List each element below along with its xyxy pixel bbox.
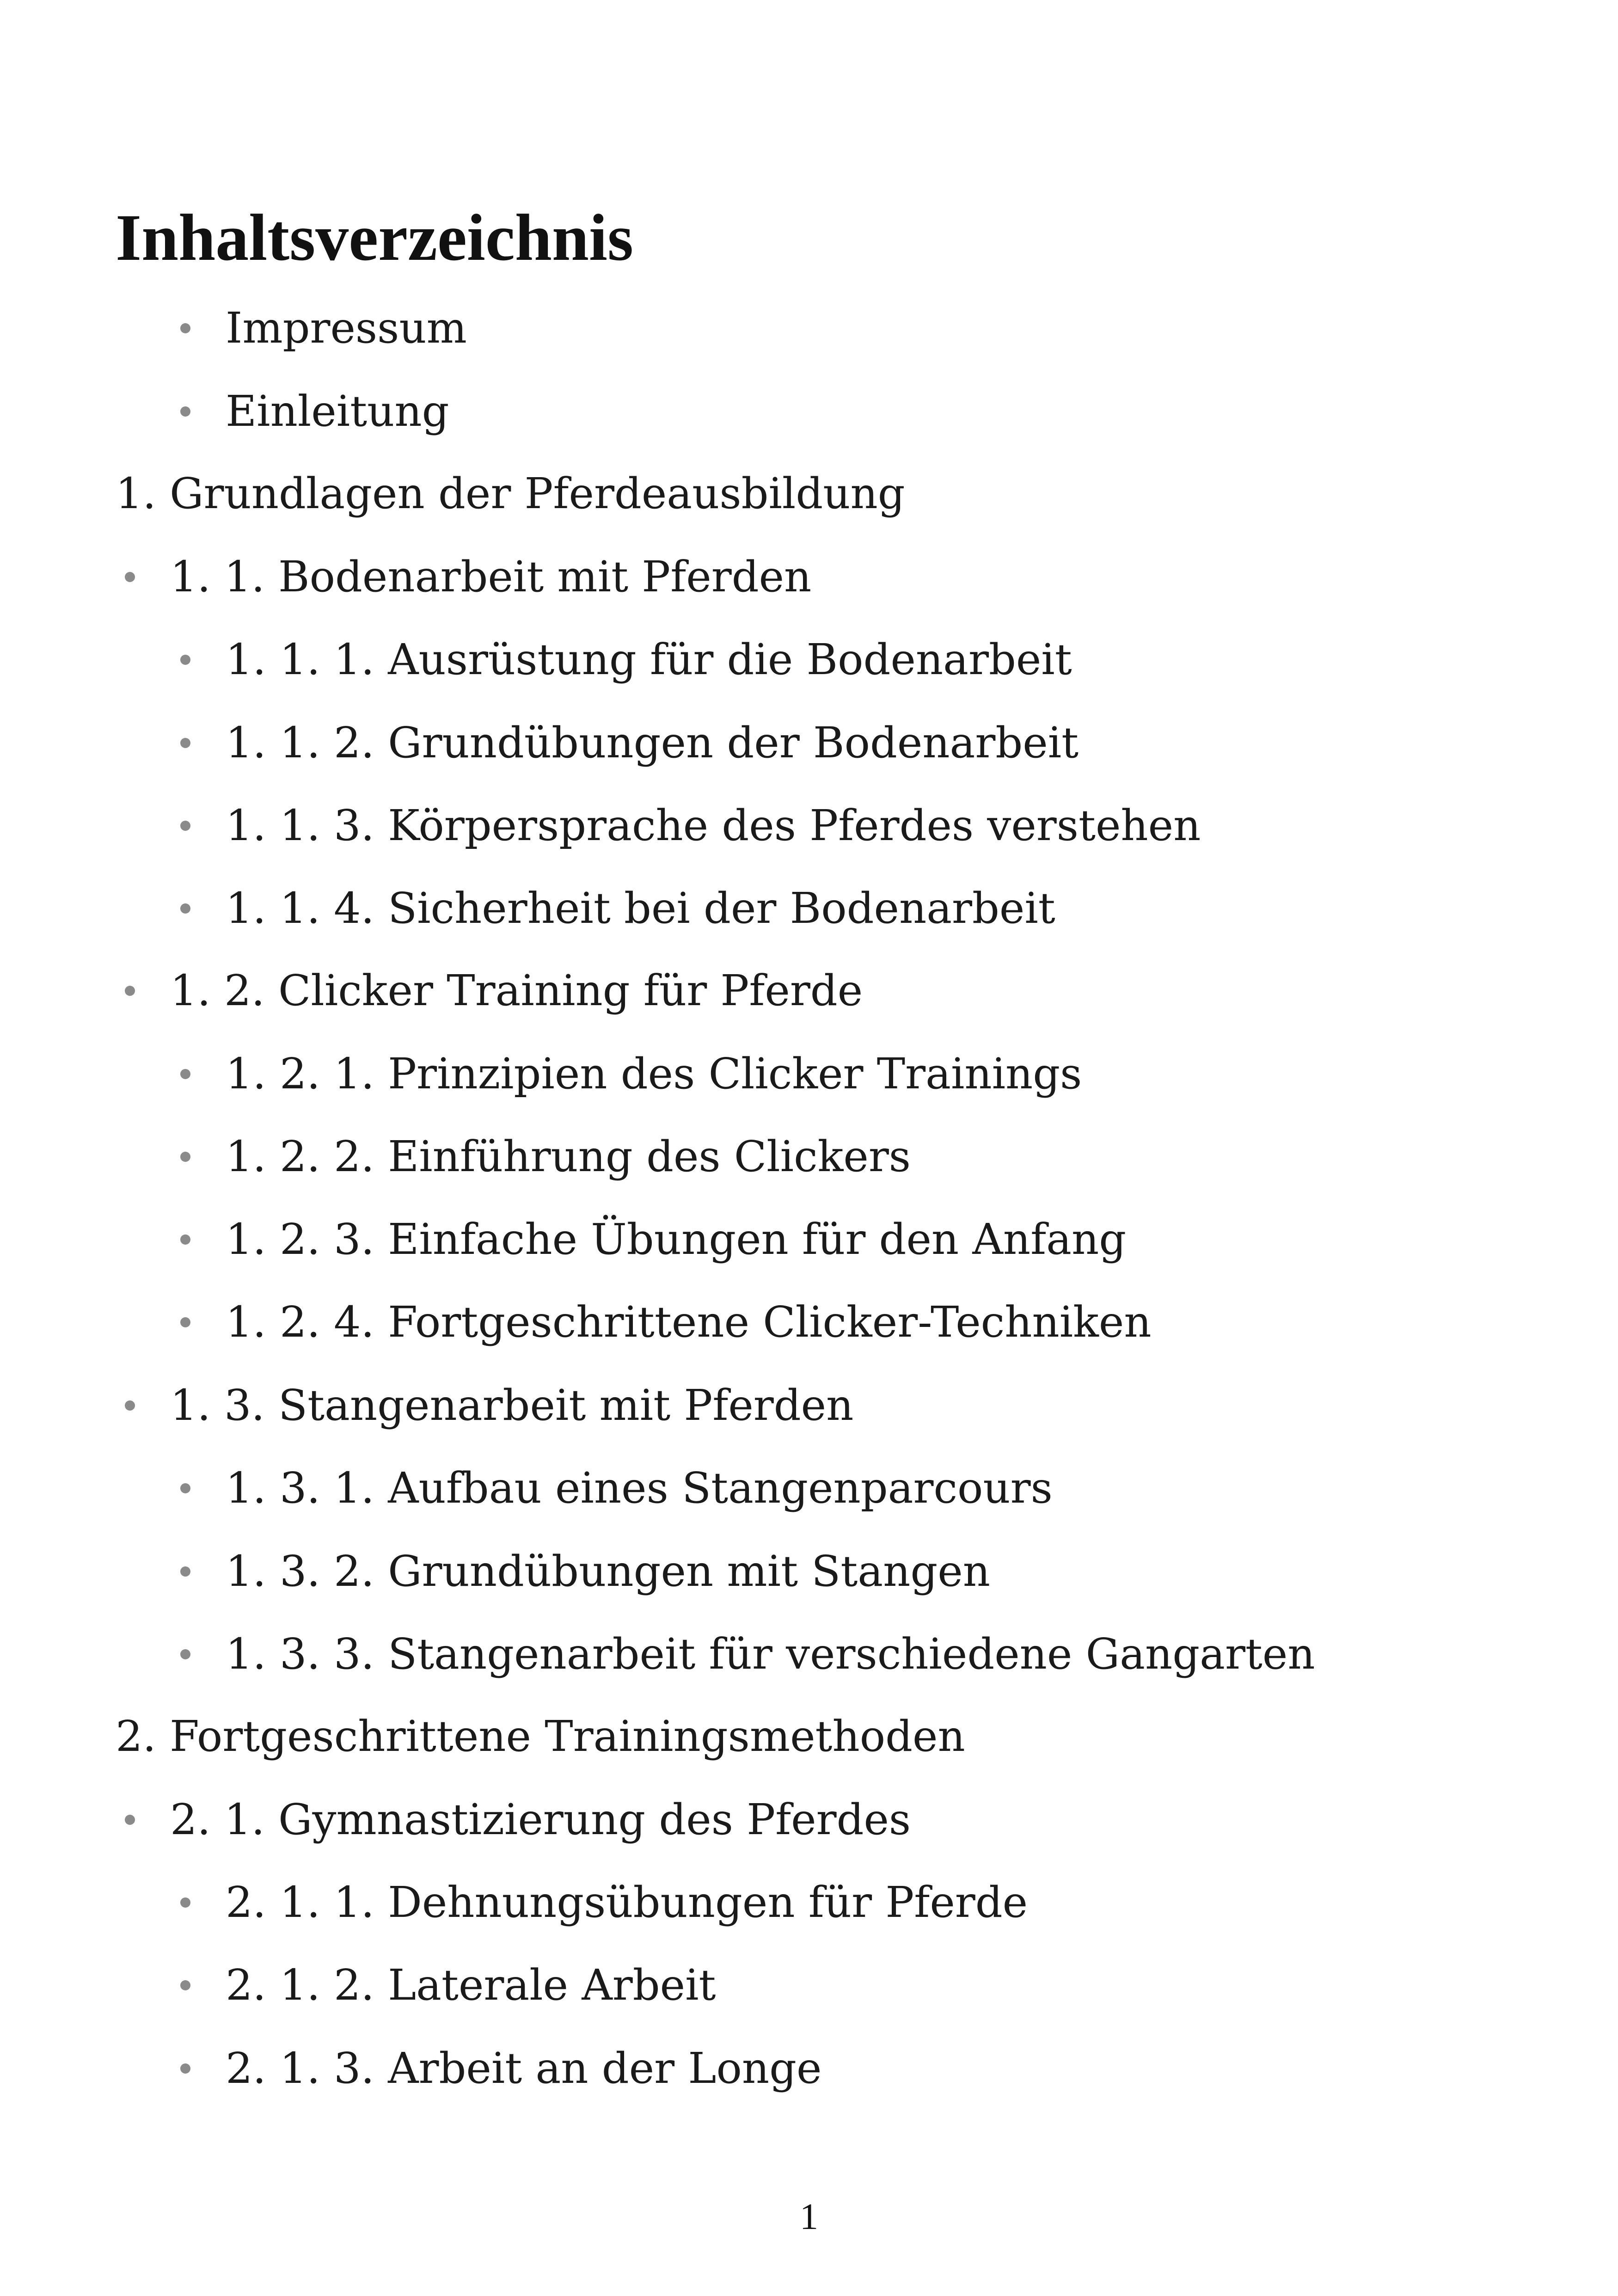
toc-entry-label: 1. 2. Clicker Training für Pferde [170, 966, 863, 1015]
toc-heading: Inhaltsverzeichnis [116, 201, 634, 275]
bullet-icon [180, 1980, 190, 1990]
toc-entry-label: 1. 3. 2. Grundübungen mit Stangen [226, 1547, 990, 1596]
toc-entry-label: 2. 1. 3. Arbeit an der Longe [226, 2044, 822, 2093]
bullet-icon [125, 572, 135, 582]
toc-entry-label: 1. 3. Stangenarbeit mit Pferden [170, 1381, 854, 1430]
toc-entry-label: 2. 1. 1. Dehnungsübungen für Pferde [226, 1878, 1028, 1927]
toc-entry-label: 1. 1. 2. Grundübungen der Bodenarbeit [226, 718, 1079, 767]
toc-entry-label: 1. 2. 2. Einführung des Clickers [226, 1132, 911, 1181]
toc-entry[interactable] [116, 1695, 965, 1778]
toc-entry[interactable] [180, 1530, 990, 1613]
toc-entry-label: 1. 3. 1. Aufbau eines Stangenparcours [226, 1463, 1053, 1513]
toc-entry-label: 1. 3. 3. Stangenarbeit für verschiedene Gangarten [226, 1629, 1315, 1679]
toc-entry-label: 1. 2. 3. Einfache Übungen für den Anfang [226, 1215, 1127, 1264]
toc-entry[interactable] [180, 1861, 1028, 1944]
page-number: 1 [800, 2197, 818, 2237]
toc-entry-label: 1. 2. 4. Fortgeschrittene Clicker-Techniken [226, 1297, 1152, 1347]
toc-entry-label: 1. 1. 1. Ausrüstung für die Bodenarbeit [226, 635, 1072, 684]
toc-entry-label: Einleitung [226, 387, 449, 436]
toc-entry[interactable] [180, 784, 1201, 867]
toc-entry-label: 2. 1. 2. Laterale Arbeit [226, 1960, 716, 2010]
toc-entry[interactable] [180, 1032, 1082, 1116]
bullet-icon [180, 323, 190, 333]
bullet-icon [125, 1815, 135, 1825]
toc-entry[interactable] [125, 1364, 853, 1447]
toc-entry[interactable] [180, 287, 467, 370]
toc-entry[interactable] [125, 949, 863, 1032]
bullet-icon [180, 2063, 190, 2074]
toc-entry-label: 1. Grundlagen der Pferdeausbildung [116, 469, 905, 518]
bullet-icon [180, 1234, 190, 1245]
bullet-icon [180, 903, 190, 914]
toc-entry[interactable] [125, 535, 811, 619]
toc-entry[interactable] [180, 2027, 821, 2110]
toc-entry-label: 1. 1. 3. Körpersprache des Pferdes verstehen [226, 801, 1201, 850]
bullet-icon [125, 1400, 135, 1411]
toc-entry-label: 1. 1. 4. Sicherheit bei der Bodenarbeit [226, 884, 1055, 933]
bullet-icon [180, 1566, 190, 1577]
toc-entry[interactable] [180, 1198, 1126, 1281]
bullet-icon [180, 821, 190, 831]
toc-entry[interactable] [180, 370, 449, 453]
toc-entry[interactable] [180, 1281, 1152, 1364]
bullet-icon [180, 655, 190, 665]
bullet-icon [180, 1069, 190, 1079]
bullet-icon [180, 1897, 190, 1908]
toc-entry-label: 2. Fortgeschrittene Trainingsmethoden [116, 1712, 965, 1761]
toc-entry[interactable] [180, 618, 1072, 701]
bullet-icon [180, 738, 190, 748]
toc-entry-label: 1. 2. 1. Prinzipien des Clicker Trainings [226, 1049, 1082, 1099]
toc-entry[interactable] [180, 1613, 1315, 1696]
toc-entry-label: Impressum [226, 303, 467, 353]
bullet-icon [180, 1152, 190, 1162]
toc-entry[interactable] [116, 452, 905, 535]
bullet-icon [180, 1649, 190, 1659]
bullet-icon [180, 1483, 190, 1493]
toc-entry[interactable] [125, 1778, 911, 1861]
toc-entry-label: 2. 1. Gymnastizierung des Pferdes [170, 1795, 911, 1844]
toc-entry[interactable] [180, 1944, 716, 2027]
toc-entry[interactable] [180, 1447, 1053, 1530]
toc-entry[interactable] [180, 867, 1055, 950]
toc-entry[interactable] [180, 1115, 911, 1198]
toc-entry[interactable] [180, 701, 1079, 785]
bullet-icon [180, 1317, 190, 1327]
bullet-icon [180, 406, 190, 417]
toc-entry-label: 1. 1. Bodenarbeit mit Pferden [170, 552, 812, 602]
bullet-icon [125, 986, 135, 996]
